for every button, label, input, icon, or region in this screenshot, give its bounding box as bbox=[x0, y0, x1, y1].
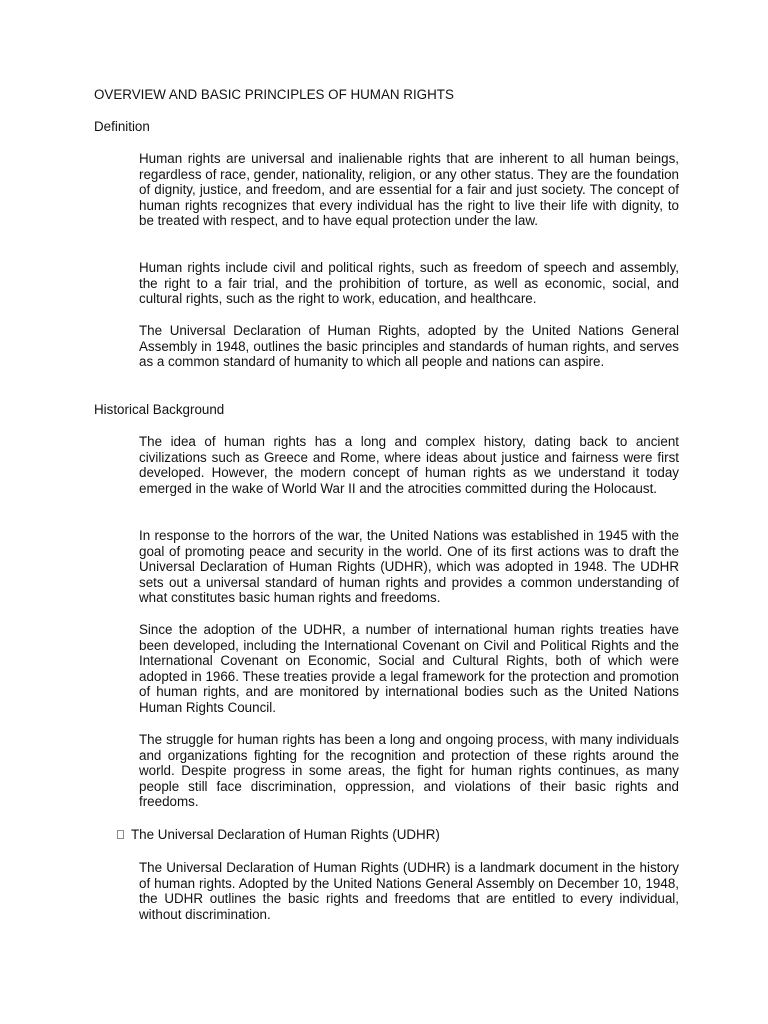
history-paragraph-4: The struggle for human rights has been a long and ongoing process, with many individuals and organizations fighting for the recognition and protection of these rights around the world. Despite progress in some areas, the fight for human rights continues, as many people still face discrimination, oppression, and violations of their basic rights and freedoms. bbox=[139, 732, 679, 810]
document-title: OVERVIEW AND BASIC PRINCIPLES OF HUMAN RIGHTS bbox=[94, 87, 454, 102]
history-paragraph-2: In response to the horrors of the war, the United Nations was established in 1945 with the goal of promoting peace and security in the world. One of its first actions was to draft the Universal Declaration of Human Rights (UDHR), which was adopted in 1948. The UDHR sets out a universal standard of human rights and provides a common understanding of what constitutes basic human rights and freedoms. bbox=[139, 528, 679, 606]
history-paragraph-3: Since the adoption of the UDHR, a number of international human rights treaties have been developed, including the International Covenant on Civil and Political Rights and the International Covenant on Economic, Social and Cultural Rights, both of which were adopted in 1966. These treaties provide a legal framework for the protection and promotion of human rights, and are monitored by international bodies such as the United Nations Human Rights Council. bbox=[139, 622, 679, 715]
definition-paragraph-2: Human rights include civil and political rights, such as freedom of speech and assembly, the right to a fair trial, and the prohibition of torture, as well as economic, social, and cultural rights, such as the right to work, education, and healthcare. bbox=[139, 260, 679, 307]
udhr-bullet-heading bbox=[117, 827, 440, 843]
bullet-box-icon bbox=[117, 830, 124, 839]
definition-paragraph-1: Human rights are universal and inalienable rights that are inherent to all human beings, regardless of race, gender, nationality, religion, or any other status. They are the foundation of dignity, justice, and freedom, and are essential for a fair and just society. The concept of human rights recognizes that every individual has the right to live their life with dignity, to be treated with respect, and to have equal protection under the law. bbox=[139, 151, 679, 229]
udhr-bullet-heading-text: The Universal Declaration of Human Rights (UDHR) bbox=[131, 827, 440, 842]
udhr-paragraph-1: The Universal Declaration of Human Rights (UDHR) is a landmark document in the history of human rights. Adopted by the United Nations General Assembly on December 10, 1948, the UDHR outlines the basic rights and freedoms that are entitled to every individual, without discrimination. bbox=[139, 860, 679, 922]
definition-paragraph-3: The Universal Declaration of Human Rights, adopted by the United Nations General Assembly in 1948, outlines the basic principles and standards of human rights, and serves as a common standard of humanity to which all people and nations can aspire. bbox=[139, 323, 679, 370]
section-heading-historical-background: Historical Background bbox=[94, 402, 225, 417]
history-paragraph-1: The idea of human rights has a long and complex history, dating back to ancient civilizations such as Greece and Rome, where ideas about justice and fairness were first developed. However, the modern concept of human rights as we understand it today emerged in the wake of World War II and the atrocities committed during the Holocaust. bbox=[139, 434, 679, 496]
section-heading-definition: Definition bbox=[94, 119, 150, 134]
